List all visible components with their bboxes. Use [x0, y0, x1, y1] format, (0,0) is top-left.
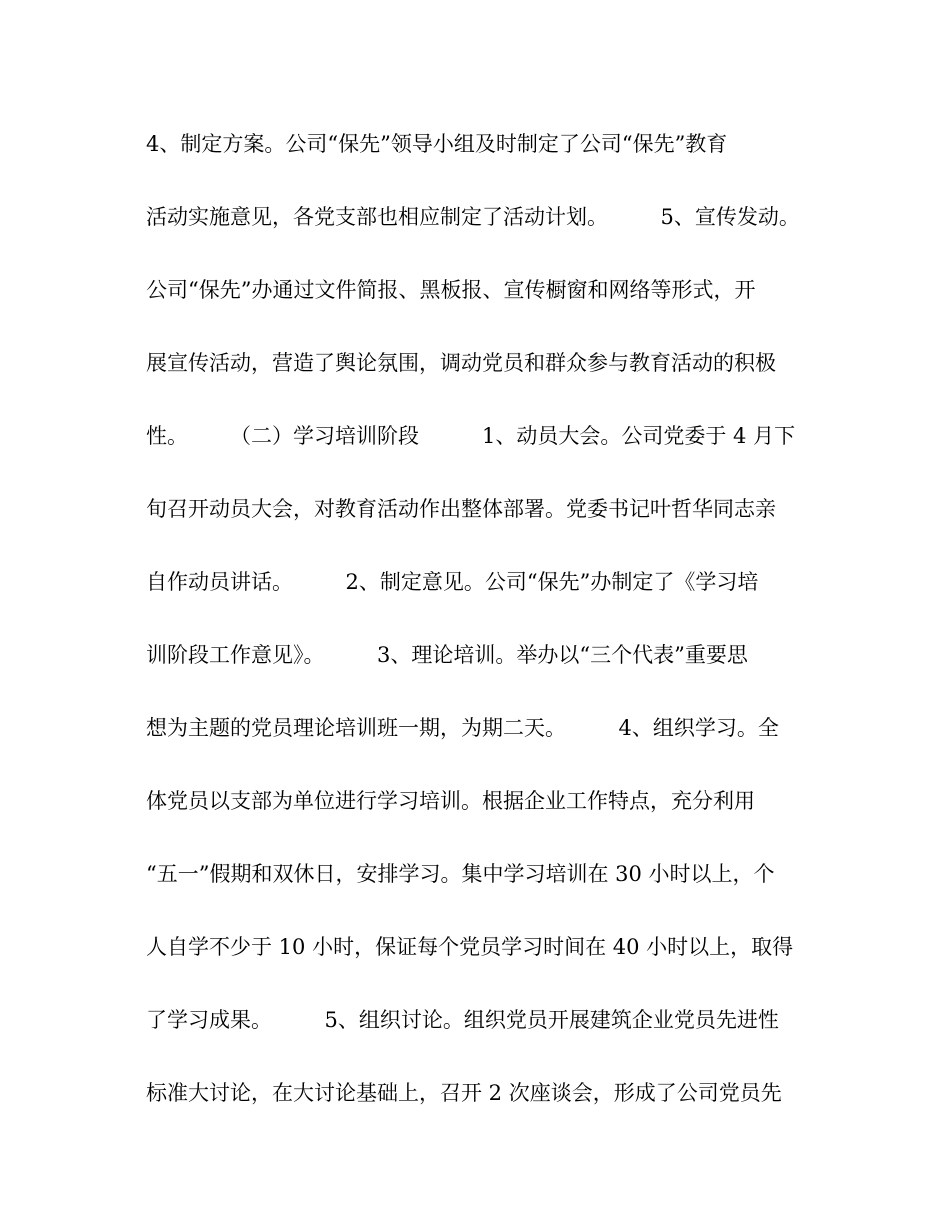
text-line: 公司“保先”办通过文件简报、黑板报、宣传橱窗和网络等形式，开: [146, 278, 756, 302]
text-line: “五一”假期和双休日，安排学习。集中学习培训在 30 小时以上，个: [146, 862, 775, 886]
text-line: 性。 （二）学习培训阶段 1、动员大会。公司党委于 4 月下: [146, 424, 796, 448]
text-line: 标准大讨论，在大讨论基础上，召开 2 次座谈会，形成了公司党员先: [146, 1081, 782, 1105]
text-line: 人自学不少于 10 小时，保证每个党员学习时间在 40 小时以上，取得: [146, 935, 794, 959]
text-line: 体党员以支部为单位进行学习培训。根据企业工作特点，充分利用: [146, 789, 755, 813]
text-line: 自作动员讲话。 2、制定意见。公司“保先”办制定了《学习培: [146, 570, 759, 594]
text-line: 4、制定方案。公司“保先”领导小组及时制定了公司“保先”教育: [146, 132, 728, 156]
text-line: 了学习成果。 5、组织讨论。组织党员开展建筑企业党员先进性: [146, 1008, 779, 1032]
text-line: 训阶段工作意见》。 3、理论培训。举办以“三个代表”重要思: [146, 643, 748, 667]
text-line: 活动实施意见，各党支部也相应制定了活动计划。 5、宣传发动。: [146, 205, 800, 229]
text-line: 展宣传活动，营造了舆论氛围，调动党员和群众参与教育活动的积极: [146, 351, 776, 375]
text-line: 想为主题的党员理论培训班一期，为期二天。 4、组织学习。全: [146, 716, 779, 740]
document-body-text: [146, 120, 826, 1142]
text-line: 旬召开动员大会，对教育活动作出整体部署。党委书记叶哲华同志亲: [146, 497, 776, 521]
